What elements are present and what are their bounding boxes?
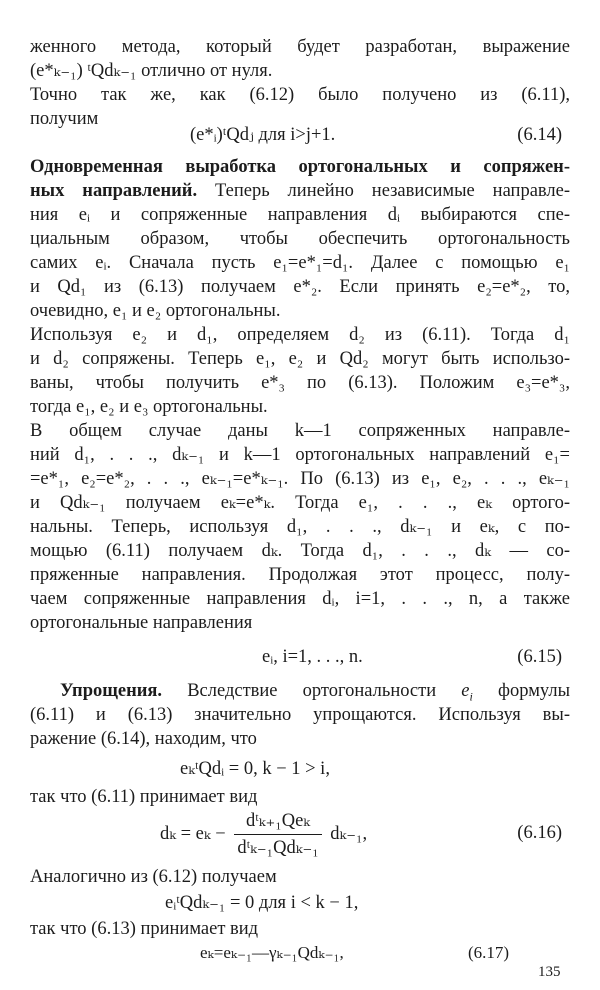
section-heading: Одновременная выработка ортогональных и сопряжен- [30, 157, 570, 177]
equation-6-16 [160, 810, 367, 859]
text-line: ражение (6.14), находим, что [30, 729, 257, 749]
text-line: нальны. Теперь, используя d₁, . . ., dₖ₋₁ и eₖ, с по- [30, 517, 570, 537]
equation-number: (6.15) [517, 647, 562, 667]
eq616-lhs: dₖ = eₖ − [160, 824, 226, 844]
text-line: Используя e₂ и d₁, определяем d₂ из (6.11). Тогда d₁ [30, 325, 570, 345]
equation-number: (6.16) [517, 823, 562, 843]
text-line: очевидно, e₁ и e₂ ортогональны. [30, 301, 281, 321]
text-line: циальным образом, чтобы обеспечить ортогональность [30, 229, 570, 249]
text-line: тогда e₁, e₂ и e₃ ортогональны. [30, 397, 268, 417]
text-line: получим [30, 109, 99, 129]
text-line: пряженные направления. Продолжая этот процесс, полу- [30, 565, 570, 585]
text-line: так что (6.13) принимает вид [30, 919, 259, 939]
text-line: женного метода, который будет разработан, выражение [30, 37, 570, 57]
text-line: ний d₁, . . ., dₖ₋₁ и k—1 ортогональных направлений e₁= [30, 445, 570, 465]
equation-number: (6.14) [517, 125, 562, 145]
equation-conjugacy: eᵢᵗQdₖ₋₁ = 0 для i < k − 1, [165, 893, 359, 913]
eq616-fraction [234, 810, 321, 859]
text-line: ных направлений. Теперь линейно независимые направле- [30, 181, 570, 201]
text-line: и Qdₖ₋₁ получаем eₖ=e*ₖ. Тогда e₁, . . ., eₖ ортого- [30, 493, 570, 513]
text-line: =e*₁, e₂=e*₂, . . ., eₖ₋₁=e*ₖ₋₁. По (6.13) из e₁, e₂, . . ., eₖ₋₁ [30, 469, 570, 489]
page-number: 135 [538, 964, 561, 980]
eq616-rhs: dₖ₋₁, [330, 824, 368, 844]
equation-6-15: eᵢ, i=1, . . ., n. [262, 647, 363, 667]
text-line: ваны, чтобы получить e*₃ по (6.13). Положим e₃=e*₃, [30, 373, 570, 393]
text-line: (e*ₖ₋₁) ᵗQdₖ₋₁ отлично от нуля. [30, 61, 273, 81]
equation-orthogonality: eₖᵗQdᵢ = 0, k − 1 > i, [180, 759, 330, 779]
equation-number: (6.17) [468, 943, 510, 962]
equation-6-14: (e*ᵢ)ᵗQdⱼ для i>j+1. [190, 125, 336, 145]
text-line: Аналогично из (6.12) получаем [30, 867, 277, 887]
text-line: и Qd₁ из (6.13) получаем e*₂. Если принять e₂=e*₂, то, [30, 277, 570, 297]
text-line: ния eᵢ и сопряженные направления dᵢ выбираются спе- [30, 205, 570, 225]
eq616-numerator: dᵗₖ₊₁Qeₖ [234, 810, 321, 835]
section-heading-cont: ных направлений. [30, 181, 198, 201]
text-line: Упрощения. Вследствие ортогональности $e_i$ формулы [60, 681, 571, 704]
text-line: (6.11) и (6.13) значительно упрощаются. Используя вы- [30, 705, 570, 725]
text-line: Точно так же, как (6.12) было получено из (6.11), [30, 85, 570, 105]
equation-6-17: eₖ=eₖ₋₁—γₖ₋₁Qdₖ₋₁, [200, 943, 344, 962]
text-line: В общем случае даны k—1 сопряженных направле- [30, 421, 570, 441]
eq616-denominator: dᵗₖ₋₁Qdₖ₋₁ [237, 838, 319, 859]
text-line: мощью (6.11) получаем dₖ. Тогда d₁, . . ., dₖ — со- [30, 541, 570, 561]
text-line: так что (6.11) принимает вид [30, 787, 258, 807]
section-heading-line [30, 156, 570, 178]
section-heading-simplifications: Упрощения. [60, 681, 163, 701]
text-line: и d₂ сопряжены. Теперь e₁, e₂ и Qd₂ могут быть использо- [30, 349, 570, 369]
text-line: самих eᵢ. Сначала пусть e₁=e*₁=d₁. Далее с помощью e₁ [30, 253, 570, 273]
text-line: ортогональные направления [30, 613, 253, 633]
text-line: чаем сопряженные направления dᵢ, i=1, . . ., n, а также [30, 589, 570, 609]
